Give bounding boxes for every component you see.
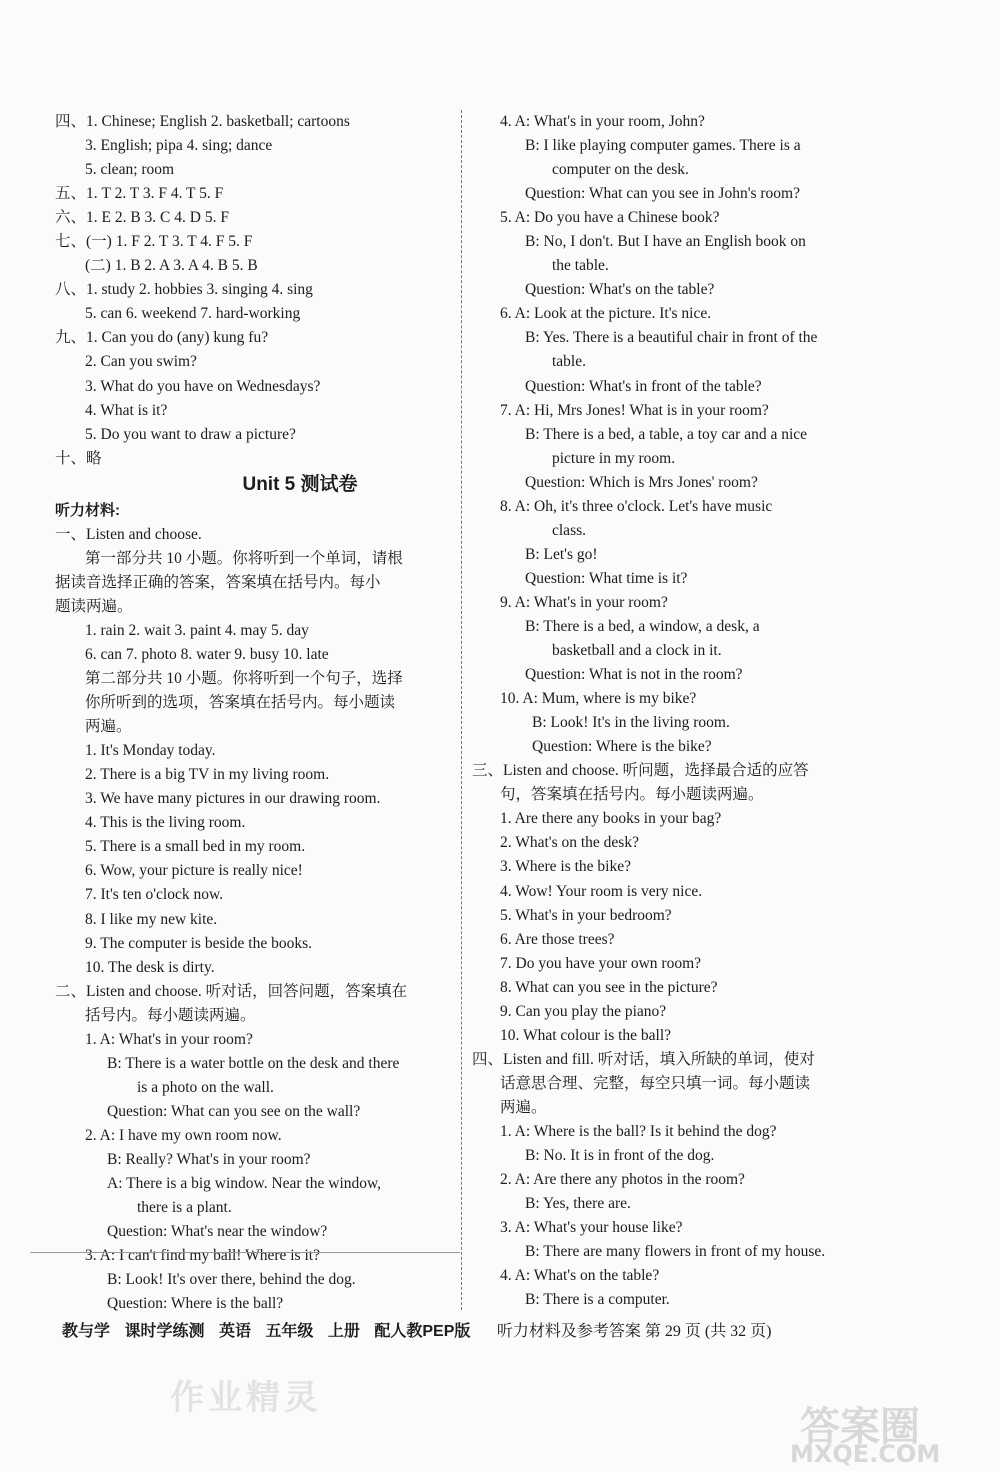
text-line: 8. A: Oh, it's three o'clock. Let's have music	[500, 497, 773, 515]
text-line: 3. A: What's your house like?	[500, 1219, 683, 1237]
section-title: Unit 5 测试卷	[242, 473, 358, 495]
footer-item: 五年级	[265, 1323, 314, 1340]
text-line: 二、Listen and choose. 听对话，回答问题，答案填在	[55, 982, 408, 1000]
text-line: B: There is a bed, a table, a toy car and a nice	[525, 425, 808, 443]
text-line: 6. A: Look at the picture. It's nice.	[500, 305, 712, 323]
text-line: B: Look! It's in the living room.	[532, 714, 730, 732]
text-line: Question: What time is it?	[525, 569, 688, 587]
text-line: B: Let's go!	[525, 545, 598, 563]
text-line: 八、1. study 2. hobbies 3. singing 4. sing	[55, 281, 313, 299]
text-line: B: Look! It's over there, behind the dog.	[107, 1271, 356, 1289]
text-line: B: I like playing computer games. There is a	[525, 137, 801, 155]
text-line: 句，答案填在括号内。每小题读两遍。	[500, 786, 764, 804]
text-line: 第二部分共 10 小题。你将听到一个句子，选择	[85, 670, 403, 688]
text-line: 1. A: Where is the ball? Is it behind the dog?	[500, 1122, 777, 1140]
text-line: 第一部分共 10 小题。你将听到一个单词，请根	[85, 549, 403, 567]
footer-rule	[30, 1252, 460, 1253]
text-line: 两遍。	[85, 718, 132, 736]
text-line: Question: What's on the table?	[525, 281, 715, 299]
text-line: B: Yes. There is a beautiful chair in front of the	[525, 329, 818, 347]
text-line: 七、(一) 1. F 2. T 3. T 4. F 5. F	[55, 233, 253, 251]
text-line: 3. Where is the bike?	[500, 858, 631, 876]
text-line: A: There is a big window. Near the window,	[107, 1175, 382, 1193]
text-line: 4. A: What's in your room, John?	[500, 113, 705, 130]
text-line: Question: What's in front of the table?	[525, 377, 762, 395]
text-line: 4. What is it?	[85, 401, 168, 419]
text-line: 两遍。	[500, 1098, 547, 1116]
text-line: 四、1. Chinese; English 2. basketball; cartoons	[55, 113, 350, 130]
text-line: 2. A: I have my own room now.	[85, 1126, 282, 1144]
text-line: 3. We have many pictures in our drawing room.	[85, 790, 381, 808]
text-line: computer on the desk.	[552, 161, 689, 179]
text-line: 五、1. T 2. T 3. F 4. T 5. F	[55, 185, 224, 203]
text-line: 6. Wow, your picture is really nice!	[85, 862, 303, 880]
text-line: 2. A: Are there any photos in the room?	[500, 1171, 745, 1189]
text-line: 5. There is a small bed in my room.	[85, 838, 306, 856]
text-line: B: There is a bed, a window, a desk, a	[525, 617, 760, 635]
text-line: 7. Do you have your own room?	[500, 954, 702, 972]
text-line: 4. Wow! Your room is very nice.	[500, 882, 703, 900]
text-line: 9. Can you play the piano?	[500, 1002, 667, 1020]
text-line: B: There are many flowers in front of my house.	[525, 1243, 826, 1261]
text-line: B: There is a water bottle on the desk and there	[107, 1054, 400, 1072]
text-line: 你所听到的选项，答案填在括号内。每小题读	[85, 694, 396, 712]
text-line: Question: Where is the ball?	[107, 1295, 284, 1313]
footer-item: 课时学练测	[124, 1323, 205, 1340]
text-line: B: Really? What's in your room?	[107, 1150, 311, 1168]
footer-page-info: 听力材料及参考答案 第 29 页 (共 32 页)	[496, 1323, 772, 1340]
text-line: 3. What do you have on Wednesdays?	[85, 377, 321, 395]
text-line: class.	[552, 521, 587, 539]
page-footer	[62, 1318, 882, 1346]
footer-item: 英语	[218, 1323, 251, 1340]
text-line: 10. A: Mum, where is my bike?	[500, 690, 697, 708]
watermark-site: MXQE.COM	[790, 1440, 941, 1468]
text-line: 4. This is the living room.	[85, 814, 246, 832]
text-line: 9. A: What's in your room?	[500, 593, 668, 611]
right-column	[472, 110, 870, 1312]
text-line: 5. What's in your bedroom?	[500, 906, 672, 924]
text-line: Question: What's near the window?	[107, 1223, 328, 1241]
text-line: is a photo on the wall.	[137, 1078, 274, 1096]
text-line: 括号内。每小题读两遍。	[85, 1006, 256, 1024]
footer-item: 上册	[327, 1323, 360, 1340]
text-line: 5. can 6. weekend 7. hard-working	[85, 305, 301, 323]
text-line: 1. A: What's in your room?	[85, 1030, 253, 1048]
column-divider	[461, 110, 462, 1310]
text-line: the table.	[552, 257, 609, 275]
text-line: 一、Listen and choose.	[55, 525, 202, 543]
text-line: Question: What can you see in John's room?	[525, 185, 800, 203]
text-line: 三、Listen and choose. 听问题，选择最合适的应答	[472, 762, 809, 780]
text-line: 8. What can you see in the picture?	[500, 978, 718, 996]
text-line: table.	[552, 353, 586, 371]
text-line: 6. Are those trees?	[500, 930, 615, 948]
text-line: 6. can 7. photo 8. water 9. busy 10. late	[85, 645, 329, 663]
text-line: 7. It's ten o'clock now.	[85, 886, 224, 904]
text-line: there is a plant.	[137, 1199, 232, 1217]
text-line: 3. English; pipa 4. sing; dance	[85, 137, 273, 155]
text-line: 5. clean; room	[85, 161, 175, 179]
text-line: 1. Are there any books in your bag?	[500, 810, 722, 828]
text-line: B: No, I don't. But I have an English book on	[525, 233, 806, 251]
text-line: 2. Can you swim?	[85, 353, 197, 371]
text-line: 2. There is a big TV in my living room.	[85, 766, 330, 784]
footer-item: 教与学	[62, 1323, 111, 1340]
text-line: 据读音选择正确的答案，答案填在括号内。每小	[55, 573, 381, 591]
text-line: B: There is a computer.	[525, 1291, 670, 1309]
text-line: 5. Do you want to draw a picture?	[85, 425, 296, 443]
text-line: 题读两遍。	[55, 597, 133, 615]
text-line: Question: What can you see on the wall?	[107, 1102, 361, 1120]
text-line: Question: Which is Mrs Jones' room?	[525, 473, 758, 491]
text-line: 1. It's Monday today.	[85, 742, 216, 760]
text-line: Question: What is not in the room?	[525, 666, 743, 684]
text-line: 听力材料:	[55, 501, 120, 519]
text-line: B: Yes, there are.	[525, 1195, 631, 1213]
text-line: B: No. It is in front of the dog.	[525, 1147, 715, 1165]
text-line: basketball and a clock in it.	[552, 642, 722, 660]
text-line: 5. A: Do you have a Chinese book?	[500, 209, 720, 227]
footer-item: 配人教PEP版	[374, 1323, 471, 1340]
text-line: Question: Where is the bike?	[532, 738, 712, 756]
text-line: 10. What colour is the ball?	[500, 1026, 672, 1044]
text-line: 3. A: I can't find my ball! Where is it?	[85, 1247, 320, 1265]
text-line: 4. A: What's on the table?	[500, 1267, 660, 1285]
text-line: 2. What's on the desk?	[500, 834, 639, 852]
text-line: 十、略	[55, 449, 102, 467]
text-line: 话意思合理、完整，每空只填一词。每小题读	[500, 1074, 811, 1092]
watermark-brand: 答案圈	[800, 1404, 920, 1450]
text-line: 7. A: Hi, Mrs Jones! What is in your room?	[500, 401, 769, 419]
text-line: picture in my room.	[552, 449, 676, 467]
text-line: 8. I like my new kite.	[85, 910, 218, 928]
text-line: 9. The computer is beside the books.	[85, 934, 313, 952]
watermark-left: 作业精灵	[170, 1378, 322, 1418]
left-column	[55, 110, 455, 1316]
text-line: (二) 1. B 2. A 3. A 4. B 5. B	[85, 257, 258, 275]
text-line: 四、Listen and fill. 听对话，填入所缺的单词，使对	[472, 1050, 815, 1068]
text-line: 1. rain 2. wait 3. paint 4. may 5. day	[85, 621, 309, 639]
text-line: 九、1. Can you do (any) kung fu?	[55, 329, 269, 347]
text-line: 六、1. E 2. B 3. C 4. D 5. F	[55, 209, 229, 227]
text-line: 10. The desk is dirty.	[85, 958, 215, 976]
